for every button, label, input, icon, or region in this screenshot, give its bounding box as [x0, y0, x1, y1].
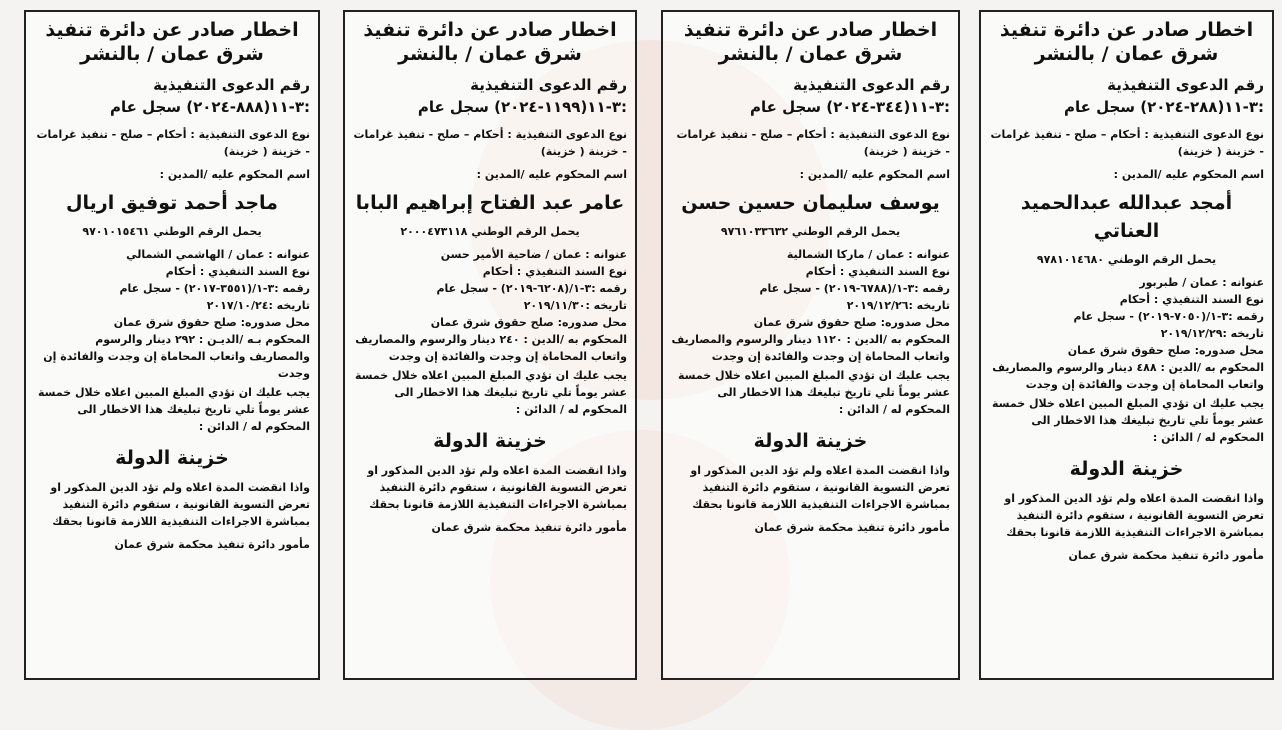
notice-title: اخطار صادر عن دائرة تنفيذ شرق عمان / بالنشر — [999, 19, 1254, 65]
case-type: نوع الدعوى التنفيذية : أحكام – صلح - تنفيذ غرامات - خزينة ( خزينة) — [36, 128, 310, 158]
notice-title: اخطار صادر عن دائرة تنفيذ شرق عمان / بالنشر — [683, 19, 938, 65]
document-number: رقمه :٣-١/(٧٠٥٠-٢٠١٩) - سجل عام — [1073, 310, 1264, 323]
document-date: تاريخه :٢٠١٩/١٢/٢٦ — [846, 299, 950, 312]
enforcement-warning: واذا انقضت المدة اعلاه ولم تؤد الدين المذكور او تعرض التسوية القانونية ، ستقوم دائرة التنفيذ بمباشرة الاجراءات التنفيذية اللازمة قانونا بحقك — [1004, 492, 1264, 539]
creditor-name: خزينة الدولة — [115, 447, 229, 469]
address: عنوانه : عمان / طبربور — [1139, 276, 1264, 289]
notice-title: اخطار صادر عن دائرة تنفيذ شرق عمان / بالنشر — [363, 19, 617, 65]
document-type: نوع السند التنفيذي : أحكام — [805, 265, 950, 278]
case-type: نوع الدعوى التنفيذية : أحكام – صلح - تنفيذ غرامات - خزينة ( خزينة) — [990, 128, 1264, 158]
payment-instruction: يجب عليك ان تؤدي المبلغ المبين اعلاه خلال خمسة عشر يوماً تلي تاريخ تبليغك هذا الاخطار الى المحكوم له / الدائن : — [991, 397, 1264, 444]
enforcement-warning: واذا انقضت المدة اعلاه ولم تؤد الدين المذكور او تعرض التسوية القانونية ، ستقوم دائرة التنفيذ بمباشرة الاجراءات التنفيذية اللازمة قانونا بحقك — [367, 464, 627, 511]
notice-card — [24, 10, 320, 680]
document-number: رقمه :٣-١/(٦٧٨٨-٢٠١٩) - سجل عام — [759, 282, 950, 295]
case-number: رقم الدعوى التنفيذية :٣-١١(١١٩٩-٢٠٢٤) سجل عام — [417, 76, 627, 116]
case-number: رقم الدعوى التنفيذية :٣-١١(٢٨٨-٢٠٢٤) سجل عام — [1063, 76, 1264, 116]
debtor-label: اسم المحكوم عليه /المدين : — [1113, 168, 1264, 181]
debtor-label: اسم المحكوم عليه /المدين : — [476, 168, 627, 181]
national-id: يحمل الرقم الوطني ٩٧٦١٠٣٣٦٣٢ — [720, 225, 901, 238]
enforcement-warning: واذا انقضت المدة اعلاه ولم تؤد الدين المذكور او تعرض التسوية القانونية ، ستقوم دائرة التنفيذ بمباشرة الاجراءات التنفيذية اللازمة قانونا بحقك — [690, 464, 950, 511]
judgment-amount: المحكوم بـه /الديـن : ٢٩٢ دينار والرسوم والمصاريف واتعاب المحاماة إن وجدت والفائدة إن وجدت — [43, 333, 310, 380]
document-type: نوع السند التنفيذي : أحكام — [1119, 293, 1264, 306]
document-number: رقمه :٣-١/(٣٥٥١-٢٠١٧) - سجل عام — [119, 282, 310, 295]
payment-instruction: يجب عليك ان تؤدي المبلغ المبين اعلاه خلال خمسة عشر يوماً تلي تاريخ تبليغك هذا الاخطار الى المحكوم له / الدائن : — [677, 369, 950, 416]
issuing-court: محل صدوره: صلح حقوق شرق عمان — [753, 316, 950, 329]
notice-card — [343, 10, 637, 680]
national-id: يحمل الرقم الوطني ٩٧٠١٠١٥٤٦١ — [82, 225, 262, 238]
address: عنوانه : عمان / ماركا الشمالية — [786, 248, 950, 261]
issuing-court: محل صدوره: صلح حقوق شرق عمان — [113, 316, 310, 329]
judgment-amount: المحكوم به /الدين : ٢٤٠ دينار والرسوم والمصاريف واتعاب المحاماة إن وجدت والفائدة إن وجدت — [355, 333, 627, 363]
notice-card — [661, 10, 960, 680]
case-number: رقم الدعوى التنفيذية :٣-١١(٣٤٤-٢٠٢٤) سجل عام — [749, 76, 950, 116]
document-date: تاريخه :٢٠١٧/١٠/٢٤ — [206, 299, 310, 312]
creditor-name: خزينة الدولة — [433, 430, 547, 452]
document-type: نوع السند التنفيذي : أحكام — [482, 265, 627, 278]
payment-instruction: يجب عليك ان تؤدي المبلغ المبين اعلاه خلال خمسة عشر يوماً تلي تاريخ تبليغك هذا الاخطار الى المحكوم له / الدائن : — [37, 386, 310, 433]
document-date: تاريخه :٢٠١٩/١١/٣٠ — [523, 299, 627, 312]
debtor-name: أمجد عبدالله عبدالحميد العناتي — [1020, 192, 1233, 242]
case-type: نوع الدعوى التنفيذية : أحكام – صلح - تنفيذ غرامات - خزينة ( خزينة) — [676, 128, 950, 158]
document-number: رقمه :٣-١/(٦٢٠٨-٢٠١٩) - سجل عام — [436, 282, 627, 295]
notice-title: اخطار صادر عن دائرة تنفيذ شرق عمان / بالنشر — [45, 19, 299, 65]
signature: مأمور دائرة تنفيذ محكمة شرق عمان — [431, 521, 627, 534]
issuing-court: محل صدوره: صلح حقوق شرق عمان — [430, 316, 627, 329]
case-type: نوع الدعوى التنفيذية : أحكام – صلح - تنفيذ غرامات - خزينة ( خزينة) — [353, 128, 627, 158]
payment-instruction: يجب عليك ان تؤدي المبلغ المبين اعلاه خلال خمسة عشر يوماً تلي تاريخ تبليغك هذا الاخطار الى المحكوم له / الدائن : — [354, 369, 627, 416]
document-type: نوع السند التنفيذي : أحكام — [165, 265, 310, 278]
creditor-name: خزينة الدولة — [1069, 458, 1184, 480]
judgment-amount: المحكوم به /الدين : ١١٢٠ دينار والرسوم والمصاريف واتعاب المحاماة إن وجدت والفائدة إن وجدت — [671, 333, 950, 363]
creditor-name: خزينة الدولة — [753, 430, 868, 452]
debtor-name: ماجد أحمد توفيق اريال — [66, 192, 278, 214]
enforcement-warning: واذا انقضت المدة اعلاه ولم تؤد الدين المذكور او تعرض التسوية القانونية ، ستقوم دائرة التنفيذ بمباشرة الاجراءات التنفيذية اللازمة قانونا بحقك — [50, 481, 310, 528]
document-date: تاريخه :٢٠١٩/١٢/٢٩ — [1160, 327, 1264, 340]
address: عنوانه : عمان / ضاحية الأمير حسن — [440, 248, 627, 261]
debtor-name: عامر عبد الفتاح إبراهيم البابا — [355, 192, 625, 214]
notice-card — [979, 10, 1274, 680]
national-id: يحمل الرقم الوطني ٩٧٨١٠١٤٦٨٠ — [1036, 253, 1217, 266]
debtor-label: اسم المحكوم عليه /المدين : — [159, 168, 310, 181]
judgment-amount: المحكوم به /الدين : ٤٨٨ دينار والرسوم والمصاريف واتعاب المحاماة إن وجدت والفائدة إن وجدت — [992, 361, 1264, 391]
address: عنوانه : عمان / الهاشمي الشمالي — [126, 248, 310, 261]
signature: مأمور دائرة تنفيذ محكمة شرق عمان — [114, 538, 310, 551]
national-id: يحمل الرقم الوطني ٢٠٠٠٤٧٣١١٨ — [400, 225, 580, 238]
issuing-court: محل صدوره: صلح حقوق شرق عمان — [1067, 344, 1264, 357]
signature: مأمور دائرة تنفيذ محكمة شرق عمان — [754, 521, 950, 534]
debtor-label: اسم المحكوم عليه /المدين : — [799, 168, 950, 181]
case-number: رقم الدعوى التنفيذية :٣-١١(٨٨٨-٢٠٢٤) سجل عام — [109, 76, 310, 116]
signature: مأمور دائرة تنفيذ محكمة شرق عمان — [1068, 549, 1264, 562]
debtor-name: يوسف سليمان حسين حسن — [681, 192, 940, 214]
